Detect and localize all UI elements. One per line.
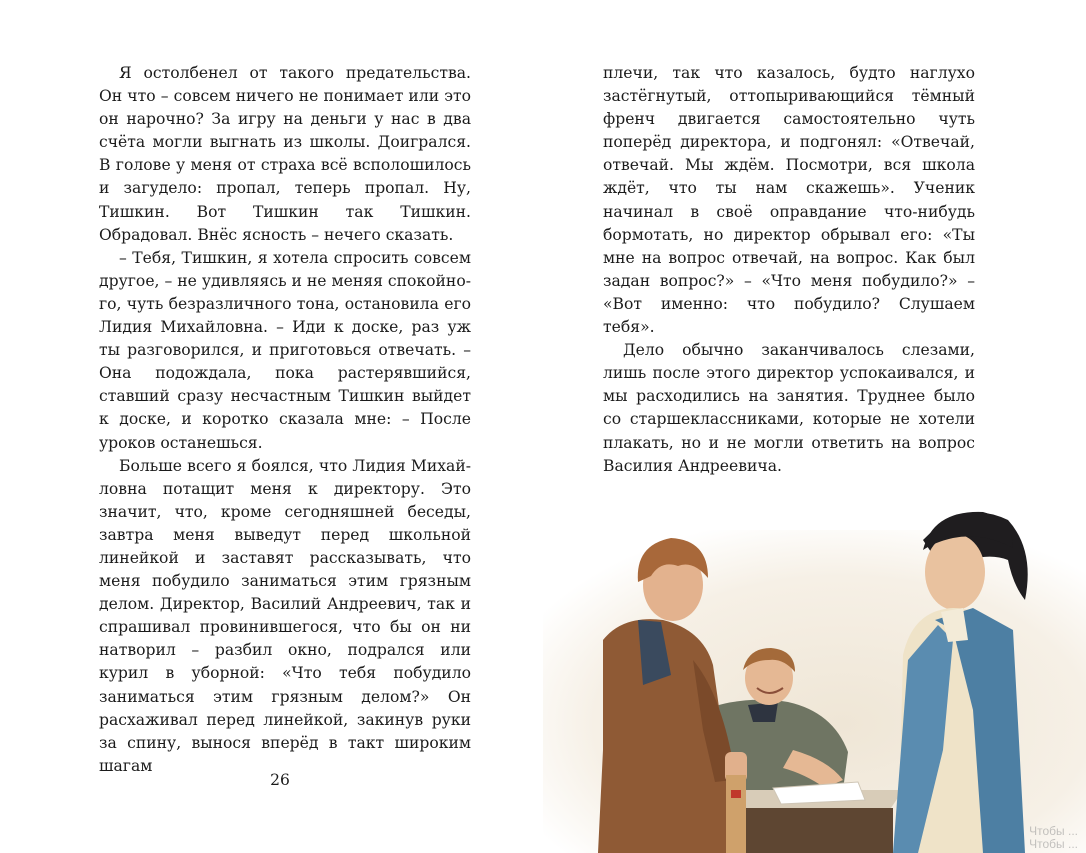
page-number: 26 — [270, 771, 290, 789]
watermark: Чтобы ... Чтобы ... — [1029, 824, 1078, 851]
paragraph: Дело обычно заканчивалось слезами, лишь после этого директор успокаивался, и мы расходились на занятия. Труднее было со старшеклассниками, которые не хотели плакать, но и не могли ответить на вопрос Василия Андреевича. — [603, 341, 975, 475]
left-page-text — [99, 62, 471, 778]
right-page-text — [603, 62, 975, 478]
classroom-illustration — [543, 490, 1086, 853]
paragraph: Больше всего я боялся, что Лидия Михайловна потащит меня к директору. Это значит, что, кроме сегодняшней беседы, завтра меня выведут перед школьной линейкой и заставят рассказывать, что меня побудило заниматься этим грязным делом. Директор, Василий Андреевич, так и спрашивал провинившегося, что бы он ни натворил – разбил окно, подрался или курил в уборной: «Что тебя побудило заниматься этим грязным делом?» Он расхаживал перед линейкой, закинув руки за спину, вынося вперёд в такт широким шагам — [99, 456, 471, 775]
paragraph: – Тебя, Тишкин, я хотела спросить совсем другое, – не удивляясь и не меняя спокойного, чуть безразличного тона, остановила его Лидия Михайловна. – Иди к доске, раз уж ты разговорился, и приготовься отвечать. – Она подождала, пока растерявшийся, ставший сразу несчастным Тишкин выйдет к доске, и коротко сказала мне: – После уроков останешься. — [99, 248, 471, 452]
right-page — [543, 0, 1086, 853]
paragraph: плечи, так что казалось, будто наглухо застёгнутый, оттопыривающийся тёмный френч двигается самостоятельно чуть поперёд директора, и подгонял: «Отвечай, отвечай. Мы ждём. Посмотри, вся школа ждёт, что ты нам скажешь». Ученик начинал в своё оправдание что-нибудь бормотать, но директор обрывал его: «Ты мне на вопрос отвечай, на вопрос. Как был задан вопрос?» – «Что меня побудило?» – «Вот именно: что побудило? Слушаем тебя». — [603, 64, 975, 337]
paragraph: Я остолбенел от такого предательства. Он что – совсем ничего не понимает или это он нарочно? За игру на деньги у нас в два счёта могли выгнать из школы. Доигрался. В голове у меня от страха всё всполошилось и загудело: пропал, теперь пропал. Ну, Тишкин. Вот Тишкин так Тишкин. Обрадовал. Внёс ясность – нечего сказать. — [99, 64, 471, 244]
